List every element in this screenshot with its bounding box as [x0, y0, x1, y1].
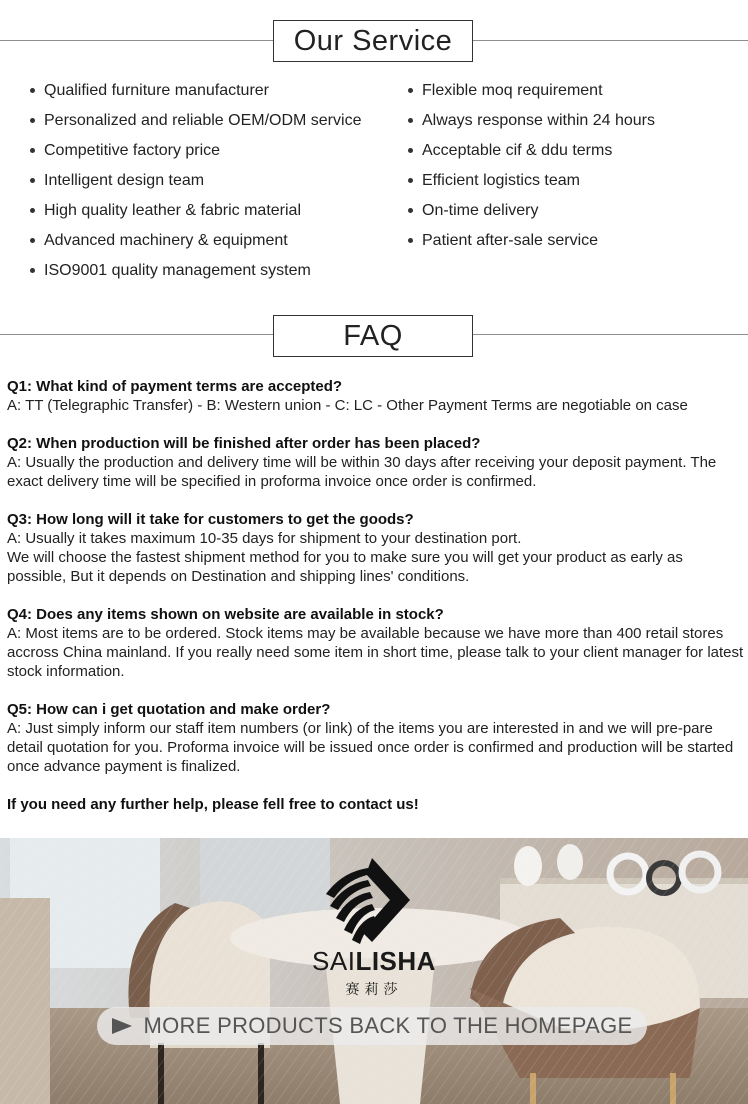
service-item: ISO9001 quality management system [30, 260, 361, 290]
faq-item [7, 700, 745, 776]
service-item: Qualified furniture manufacturer [30, 80, 361, 110]
service-item: High quality leather & fabric material [30, 200, 361, 230]
bullet-icon [30, 88, 35, 93]
service-item: Acceptable cif & ddu terms [408, 140, 655, 170]
faq-list [7, 377, 745, 814]
service-list-left [30, 80, 361, 290]
service-item: Advanced machinery & equipment [30, 230, 361, 260]
faq-question: Q1: What kind of payment terms are accepted? [7, 378, 343, 395]
faq-question: Q3: How long will it take for customers to get the goods? [7, 511, 414, 528]
faq-item [7, 434, 745, 491]
faq-answer-continued: We will choose the fastest shipment method for you to make sure you will get your product as early as possible, But it depends on Destination and shipping lines' conditions. [7, 549, 683, 585]
bullet-icon [30, 118, 35, 123]
faq-title: FAQ [273, 315, 473, 357]
service-item: Personalized and reliable OEM/ODM service [30, 110, 361, 140]
service-item: Always response within 24 hours [408, 110, 655, 140]
bullet-icon [408, 88, 413, 93]
bullet-icon [30, 148, 35, 153]
bullet-icon [30, 208, 35, 213]
service-item: Flexible moq requirement [408, 80, 655, 110]
faq-question: Q4: Does any items shown on website are available in stock? [7, 606, 444, 623]
service-item: Competitive factory price [30, 140, 361, 170]
bullet-icon [408, 208, 413, 213]
bullet-icon [408, 148, 413, 153]
faq-item [7, 510, 745, 586]
service-list-right [408, 80, 655, 260]
brand-name-chinese: 赛莉莎 [345, 981, 403, 997]
back-to-homepage-button[interactable] [97, 1007, 647, 1045]
back-to-homepage-label: MORE PRODUCTS BACK TO THE HOMEPAGE [143, 1013, 633, 1038]
bullet-icon [408, 118, 413, 123]
faq-question: Q5: How can i get quotation and make order? [7, 701, 331, 718]
brand-name: SAILISHA [312, 946, 436, 976]
faq-answer: A: Just simply inform our staff item numbers (or link) of the items you are interested in and we will pre-pare detail quotation for you. Proforma invoice will be issued once order is confirmed and production will be started once advance payment is finalized. [7, 720, 734, 775]
service-item: On-time delivery [408, 200, 655, 230]
sailisha-logo-mark [322, 854, 414, 946]
faq-closing-note: If you need any further help, please fell free to contact us! [7, 796, 419, 813]
faq-answer: A: TT (Telegraphic Transfer) - B: Western union - C: LC - Other Payment Terms are negotiable on case [7, 397, 688, 414]
service-item: Intelligent design team [30, 170, 361, 200]
faq-item [7, 377, 745, 415]
faq-answer: A: Usually it takes maximum 10-35 days for shipment to your destination port. [7, 530, 522, 547]
faq-item [7, 605, 745, 681]
faq-answer: A: Most items are to be ordered. Stock items may be available because we have more than 400 retail stores accross China mainland. If you really need some item in short time, please talk to your client manager for latest stock information. [7, 625, 744, 680]
service-title: Our Service [273, 20, 473, 62]
faq-question: Q2: When production will be finished after order has been placed? [7, 435, 481, 452]
bullet-icon [408, 178, 413, 183]
bullet-icon [30, 178, 35, 183]
bullet-icon [30, 238, 35, 243]
bullet-icon [408, 238, 413, 243]
service-item: Efficient logistics team [408, 170, 655, 200]
service-item: Patient after-sale service [408, 230, 655, 260]
bullet-icon [30, 268, 35, 273]
play-arrow-icon [112, 1018, 132, 1034]
faq-answer: A: Usually the production and delivery time will be within 30 days after receiving your deposit payment. The exact delivery time will be specified in proforma invoice once order is confirmed. [7, 454, 717, 490]
